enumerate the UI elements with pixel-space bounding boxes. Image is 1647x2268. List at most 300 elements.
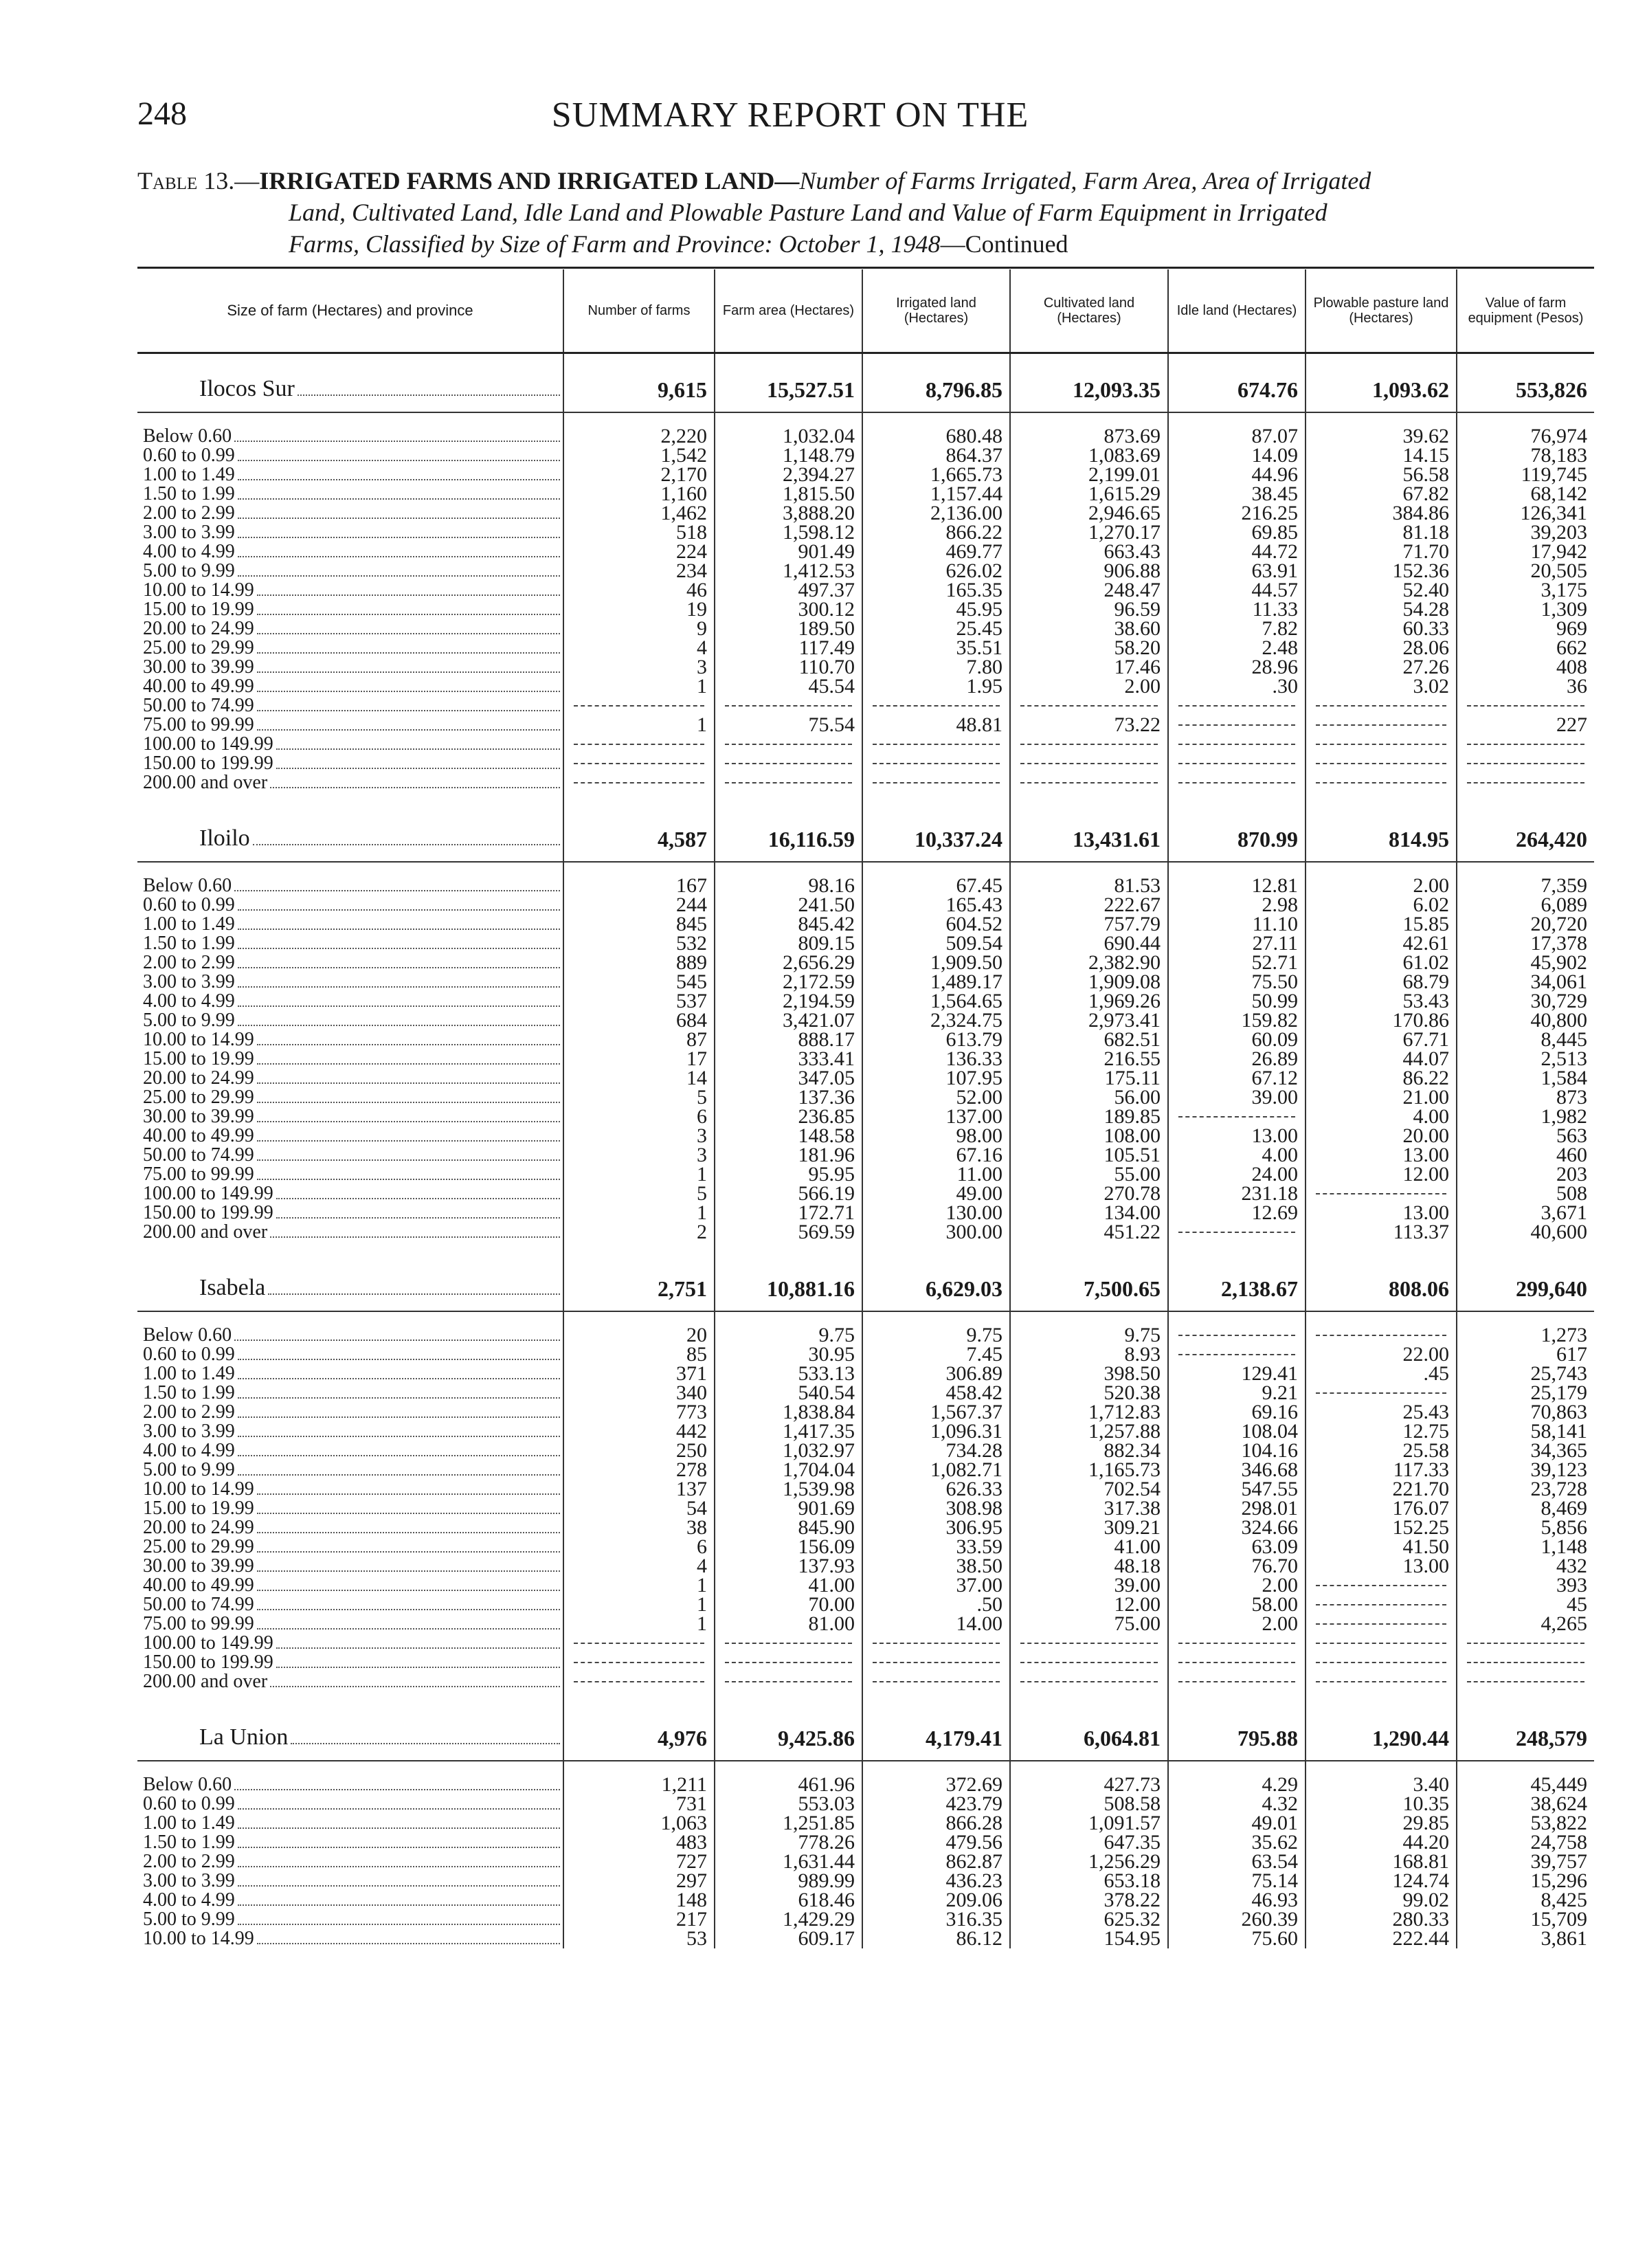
total-cell: 9,615	[563, 368, 715, 412]
dash-placeholder	[1316, 1604, 1446, 1605]
data-cell: 75.50	[1168, 972, 1306, 992]
dash-placeholder	[1316, 724, 1446, 726]
data-cell: 38,624	[1457, 1794, 1594, 1814]
dash-placeholder	[1020, 1662, 1158, 1663]
data-cell: 73.22	[1010, 715, 1168, 735]
data-cell: 497.37	[715, 581, 862, 600]
data-cell: 67.45	[862, 876, 1010, 896]
data-cell: 7.82	[1168, 619, 1306, 638]
data-cell: 45.54	[715, 677, 862, 696]
leader-dots	[238, 1005, 560, 1007]
data-cell: 324.66	[1168, 1518, 1306, 1537]
size-class-text: 100.00 to 149.99	[143, 1634, 273, 1653]
data-cell: 25.58	[1306, 1441, 1457, 1460]
size-class-cell	[137, 754, 563, 773]
data-cell: 39,203	[1457, 523, 1594, 542]
empty-cell	[862, 735, 1010, 754]
empty-cell	[1457, 773, 1594, 792]
data-cell: 569.59	[715, 1223, 862, 1242]
spacer-cell	[563, 862, 715, 876]
data-cell: 1,982	[1457, 1107, 1594, 1126]
leader-dots	[238, 1885, 560, 1887]
data-cell: 809.15	[715, 934, 862, 953]
spacer-row	[137, 1691, 1594, 1716]
size-class-text: 3.00 to 3.99	[143, 972, 235, 992]
data-cell: 71.70	[1306, 542, 1457, 562]
leader-dots	[257, 1551, 560, 1553]
data-cell: 35.51	[862, 638, 1010, 658]
size-class-label	[143, 1364, 563, 1383]
spacer-cell	[137, 353, 563, 368]
data-cell: 11.00	[862, 1165, 1010, 1184]
leader-dots	[257, 1159, 560, 1161]
total-cell: 795.88	[1168, 1716, 1306, 1761]
size-class-label	[143, 1852, 563, 1871]
size-class-label	[143, 1814, 563, 1833]
leader-dots	[238, 1436, 560, 1437]
data-cell: 9.75	[862, 1326, 1010, 1345]
empty-cell	[862, 1634, 1010, 1653]
spacer-cell	[1457, 1242, 1594, 1267]
size-class-cell	[137, 1069, 563, 1088]
data-cell: 1,584	[1457, 1069, 1594, 1088]
data-cell: 8,425	[1457, 1891, 1594, 1910]
data-cell: 3,861	[1457, 1929, 1594, 1948]
leader-dots	[257, 1140, 560, 1142]
table-row	[137, 1165, 1594, 1184]
size-class-cell	[137, 1634, 563, 1653]
data-cell: 60.09	[1168, 1030, 1306, 1049]
caption-line-2: Land, Cultivated Land, Idle Land and Plowable Pasture Land and Value of Farm Equipment in Irrigated	[289, 199, 1327, 226]
data-cell: 309.21	[1010, 1518, 1168, 1537]
data-cell: 1,542	[563, 446, 715, 465]
table-row	[137, 735, 1594, 754]
data-cell: 845.42	[715, 915, 862, 934]
data-cell: 217	[563, 1910, 715, 1929]
size-class-label	[143, 1422, 563, 1441]
size-class-text: 4.00 to 4.99	[143, 1441, 235, 1460]
dash-placeholder	[725, 1681, 852, 1682]
spacer-cell	[137, 1242, 563, 1267]
table-row	[137, 754, 1594, 773]
size-class-label	[143, 1146, 563, 1165]
data-cell: 52.71	[1168, 953, 1306, 972]
size-class-label	[143, 1107, 563, 1126]
size-class-label	[143, 1345, 563, 1364]
total-cell: 8,796.85	[862, 368, 1010, 412]
spacer-cell	[715, 792, 862, 817]
data-cell: 6.02	[1306, 896, 1457, 915]
data-cell: 566.19	[715, 1184, 862, 1203]
data-cell: 48.18	[1010, 1557, 1168, 1576]
data-cell: 45.95	[862, 600, 1010, 619]
data-cell: 508.58	[1010, 1794, 1168, 1814]
data-cell: 78,183	[1457, 446, 1594, 465]
size-class-label	[143, 1326, 563, 1345]
dash-placeholder	[574, 1681, 704, 1682]
empty-cell	[862, 754, 1010, 773]
data-cell: 2,394.27	[715, 465, 862, 485]
dash-placeholder	[1178, 1681, 1295, 1682]
leader-dots	[238, 498, 560, 500]
dash-placeholder	[1467, 744, 1584, 745]
size-class-label	[143, 542, 563, 562]
size-class-text: 20.00 to 24.99	[143, 1069, 254, 1088]
data-cell: 227	[1457, 715, 1594, 735]
data-cell: 1,148.79	[715, 446, 862, 465]
data-cell: 1,969.26	[1010, 992, 1168, 1011]
data-cell: 27.26	[1306, 658, 1457, 677]
spacer-cell	[862, 862, 1010, 876]
data-cell: 37.00	[862, 1576, 1010, 1595]
data-cell: 864.37	[862, 446, 1010, 465]
empty-cell	[1306, 1326, 1457, 1345]
data-cell: 10.35	[1306, 1794, 1457, 1814]
data-cell: 53,822	[1457, 1814, 1594, 1833]
size-class-label	[143, 1518, 563, 1537]
size-class-text: 150.00 to 199.99	[143, 1653, 273, 1672]
data-cell: 1,462	[563, 504, 715, 523]
dash-placeholder	[1467, 1643, 1584, 1644]
total-cell: 553,826	[1457, 368, 1594, 412]
data-cell: .50	[862, 1595, 1010, 1614]
data-cell: 1,256.29	[1010, 1852, 1168, 1871]
size-class-text: 1.00 to 1.49	[143, 465, 235, 485]
spacer-cell	[1168, 1311, 1306, 1326]
size-class-text: Below 0.60	[143, 876, 232, 896]
dash-placeholder	[1467, 705, 1584, 707]
dash-placeholder	[725, 782, 852, 783]
table-row	[137, 446, 1594, 465]
data-cell: 9	[563, 619, 715, 638]
total-cell: 1,290.44	[1306, 1716, 1457, 1761]
total-cell: 1,093.62	[1306, 368, 1457, 412]
data-cell: 1,417.35	[715, 1422, 862, 1441]
size-class-label	[143, 896, 563, 915]
size-class-cell	[137, 1146, 563, 1165]
empty-cell	[1010, 1653, 1168, 1672]
spacer-cell	[715, 1242, 862, 1267]
data-cell: 436.23	[862, 1871, 1010, 1891]
size-class-label	[143, 619, 563, 638]
leader-dots	[238, 1025, 560, 1026]
leader-dots	[238, 1474, 560, 1476]
size-class-label	[143, 1203, 563, 1223]
data-cell: 563	[1457, 1126, 1594, 1146]
spacer-cell	[137, 1311, 563, 1326]
data-cell: 137.00	[862, 1107, 1010, 1126]
data-cell: 300.00	[862, 1223, 1010, 1242]
data-cell: 189.50	[715, 619, 862, 638]
size-class-cell	[137, 1165, 563, 1184]
data-cell: 98.00	[862, 1126, 1010, 1146]
leader-dots	[257, 671, 560, 673]
size-class-label	[143, 953, 563, 972]
data-cell: 58.20	[1010, 638, 1168, 658]
empty-cell	[862, 1672, 1010, 1691]
size-class-text: 2.00 to 2.99	[143, 504, 235, 523]
data-cell: 12.75	[1306, 1422, 1457, 1441]
province-label	[199, 1724, 563, 1750]
data-cell: 662	[1457, 638, 1594, 658]
spacer-cell	[1168, 792, 1306, 817]
spacer-cell	[1010, 792, 1168, 817]
data-cell: 38	[563, 1518, 715, 1537]
empty-cell	[1457, 1653, 1594, 1672]
empty-cell	[1010, 754, 1168, 773]
page-number: 248	[137, 96, 187, 132]
size-class-label	[143, 1595, 563, 1614]
table-row	[137, 658, 1594, 677]
dash-placeholder	[1178, 705, 1295, 707]
size-class-text: 1.00 to 1.49	[143, 915, 235, 934]
empty-cell	[862, 696, 1010, 715]
table-row	[137, 1345, 1594, 1364]
total-cell: 12,093.35	[1010, 368, 1168, 412]
data-cell: 1,615.29	[1010, 485, 1168, 504]
leader-dots	[257, 1532, 560, 1533]
empty-cell	[862, 773, 1010, 792]
table-row	[137, 1184, 1594, 1203]
leader-dots	[257, 1082, 560, 1084]
data-cell: 24,758	[1457, 1833, 1594, 1852]
data-cell: 176.07	[1306, 1499, 1457, 1518]
size-class-text: 4.00 to 4.99	[143, 542, 235, 562]
data-cell: 3	[563, 1126, 715, 1146]
data-cell: 17,942	[1457, 542, 1594, 562]
province-name-text: Isabela	[199, 1275, 266, 1300]
data-cell: 108.04	[1168, 1422, 1306, 1441]
dash-placeholder	[1178, 724, 1295, 726]
table-row	[137, 715, 1594, 735]
data-cell: 4	[563, 1557, 715, 1576]
spacer-cell	[137, 412, 563, 427]
size-class-text: 40.00 to 49.99	[143, 677, 254, 696]
leader-dots	[257, 1590, 560, 1591]
leader-dots	[238, 1455, 560, 1456]
data-cell: 58.00	[1168, 1595, 1306, 1614]
size-class-cell	[137, 1107, 563, 1126]
size-class-label	[143, 1557, 563, 1576]
data-cell: 30,729	[1457, 992, 1594, 1011]
data-cell: 25.45	[862, 619, 1010, 638]
data-cell: 45,449	[1457, 1775, 1594, 1794]
leader-dots	[276, 1217, 560, 1219]
size-class-text: 200.00 and over	[143, 773, 268, 792]
data-cell: 85	[563, 1345, 715, 1364]
data-cell: 67.71	[1306, 1030, 1457, 1049]
size-class-text: 0.60 to 0.99	[143, 1794, 235, 1814]
table-row	[137, 1460, 1594, 1480]
data-cell: 137	[563, 1480, 715, 1499]
data-cell: 442	[563, 1422, 715, 1441]
data-cell: 21.00	[1306, 1088, 1457, 1107]
table-row	[137, 876, 1594, 896]
data-cell: 49.01	[1168, 1814, 1306, 1833]
data-cell: 4	[563, 638, 715, 658]
leader-dots	[257, 1493, 560, 1495]
empty-cell	[1168, 1107, 1306, 1126]
size-class-cell	[137, 1595, 563, 1614]
data-cell: 3.02	[1306, 677, 1457, 696]
data-cell: 56.00	[1010, 1088, 1168, 1107]
empty-cell	[1168, 696, 1306, 715]
table-caption	[137, 165, 1587, 260]
size-class-label	[143, 992, 563, 1011]
size-class-label	[143, 638, 563, 658]
dash-placeholder	[1020, 705, 1158, 707]
size-class-text: 150.00 to 199.99	[143, 754, 273, 773]
data-cell: 189.85	[1010, 1107, 1168, 1126]
data-cell: 25,743	[1457, 1364, 1594, 1383]
table-row	[137, 1403, 1594, 1422]
size-class-label	[143, 1833, 563, 1852]
data-cell: 4.29	[1168, 1775, 1306, 1794]
data-cell: 13.00	[1306, 1557, 1457, 1576]
size-class-cell	[137, 1088, 563, 1107]
data-cell: 52.00	[862, 1088, 1010, 1107]
size-class-text: 20.00 to 24.99	[143, 1518, 254, 1537]
empty-cell	[1168, 754, 1306, 773]
size-class-label	[143, 1871, 563, 1891]
size-class-text: 5.00 to 9.99	[143, 1910, 235, 1929]
data-cell: 4,265	[1457, 1614, 1594, 1634]
total-cell: 10,881.16	[715, 1267, 862, 1311]
data-cell: 1,157.44	[862, 485, 1010, 504]
data-cell: 384.86	[1306, 504, 1457, 523]
size-class-text: 25.00 to 29.99	[143, 1088, 254, 1107]
empty-cell	[715, 773, 862, 792]
data-cell: 44.07	[1306, 1049, 1457, 1069]
dash-placeholder	[725, 1662, 852, 1663]
empty-cell	[1306, 1634, 1457, 1653]
data-cell: 20,720	[1457, 915, 1594, 934]
table-row	[137, 1011, 1594, 1030]
size-class-label	[143, 1441, 563, 1460]
size-class-text: 200.00 and over	[143, 1223, 268, 1242]
table-row	[137, 485, 1594, 504]
data-cell: 105.51	[1010, 1146, 1168, 1165]
data-cell: 393	[1457, 1576, 1594, 1595]
data-cell: 458.42	[862, 1383, 1010, 1403]
data-cell: 152.25	[1306, 1518, 1457, 1537]
data-cell: 1,148	[1457, 1537, 1594, 1557]
spacer-cell	[1306, 1311, 1457, 1326]
size-class-label	[143, 504, 563, 523]
size-class-text: 1.50 to 1.99	[143, 1383, 235, 1403]
data-cell: 1,091.57	[1010, 1814, 1168, 1833]
data-cell: 137.93	[715, 1557, 862, 1576]
data-cell: 1,539.98	[715, 1480, 862, 1499]
empty-cell	[563, 773, 715, 792]
data-cell: 483	[563, 1833, 715, 1852]
empty-cell	[1168, 1634, 1306, 1653]
data-cell: 398.50	[1010, 1364, 1168, 1383]
size-class-label	[143, 1049, 563, 1069]
leader-dots	[257, 1179, 560, 1180]
table-row	[137, 1422, 1594, 1441]
data-cell: 12.00	[1010, 1595, 1168, 1614]
size-class-cell	[137, 1345, 563, 1364]
data-cell: 1	[563, 1595, 715, 1614]
size-class-cell	[137, 1672, 563, 1691]
leader-dots	[257, 1044, 560, 1045]
data-cell: 7.80	[862, 658, 1010, 677]
data-cell: 2,172.59	[715, 972, 862, 992]
size-class-cell	[137, 581, 563, 600]
data-cell: 545	[563, 972, 715, 992]
size-class-cell	[137, 485, 563, 504]
dash-placeholder	[1316, 1681, 1446, 1682]
size-class-text: 25.00 to 29.99	[143, 638, 254, 658]
empty-cell	[862, 1653, 1010, 1672]
data-cell: 6	[563, 1107, 715, 1126]
empty-cell	[563, 735, 715, 754]
empty-cell	[715, 735, 862, 754]
data-cell: 86.12	[862, 1929, 1010, 1948]
data-cell: 6	[563, 1537, 715, 1557]
leader-dots	[238, 1827, 560, 1829]
data-cell: 136.33	[862, 1049, 1010, 1069]
data-cell: 1,160	[563, 485, 715, 504]
data-cell: 479.56	[862, 1833, 1010, 1852]
data-cell: 1,270.17	[1010, 523, 1168, 542]
data-cell: 53	[563, 1929, 715, 1948]
data-cell: 76.70	[1168, 1557, 1306, 1576]
data-cell: 34,365	[1457, 1441, 1594, 1460]
empty-cell	[1306, 715, 1457, 735]
empty-cell	[1168, 715, 1306, 735]
farm-irrigation-table	[137, 269, 1594, 1948]
table-row	[137, 773, 1594, 792]
data-cell: 25,179	[1457, 1383, 1594, 1403]
data-cell: 172.71	[715, 1203, 862, 1223]
size-class-cell	[137, 465, 563, 485]
data-cell: 347.05	[715, 1069, 862, 1088]
data-cell: 126,341	[1457, 504, 1594, 523]
data-cell: 96.59	[1010, 600, 1168, 619]
spacer-row	[137, 792, 1594, 817]
data-cell: 432	[1457, 1557, 1594, 1576]
data-cell: 14.09	[1168, 446, 1306, 465]
size-class-cell	[137, 542, 563, 562]
data-cell: 216.25	[1168, 504, 1306, 523]
spacer-cell	[563, 412, 715, 427]
col-header-irrigated: Irrigated land (Hectares)	[862, 269, 1010, 353]
leader-dots	[298, 394, 560, 396]
data-cell: 11.10	[1168, 915, 1306, 934]
data-cell: 873	[1457, 1088, 1594, 1107]
size-class-label	[143, 1537, 563, 1557]
table-row	[137, 581, 1594, 600]
data-cell: 3,175	[1457, 581, 1594, 600]
data-cell: 7.45	[862, 1345, 1010, 1364]
size-class-cell	[137, 1814, 563, 1833]
data-cell: 408	[1457, 658, 1594, 677]
data-cell: 222.67	[1010, 896, 1168, 915]
data-cell: 75.14	[1168, 1871, 1306, 1891]
spacer-cell	[715, 412, 862, 427]
data-cell: 26.89	[1168, 1049, 1306, 1069]
leader-dots	[257, 710, 560, 711]
total-cell: 7,500.65	[1010, 1267, 1168, 1311]
dash-placeholder	[1467, 1681, 1584, 1682]
size-class-cell	[137, 619, 563, 638]
spacer-cell	[862, 1761, 1010, 1775]
table-row	[137, 1794, 1594, 1814]
data-cell: 99.02	[1306, 1891, 1457, 1910]
table-row	[137, 1537, 1594, 1557]
